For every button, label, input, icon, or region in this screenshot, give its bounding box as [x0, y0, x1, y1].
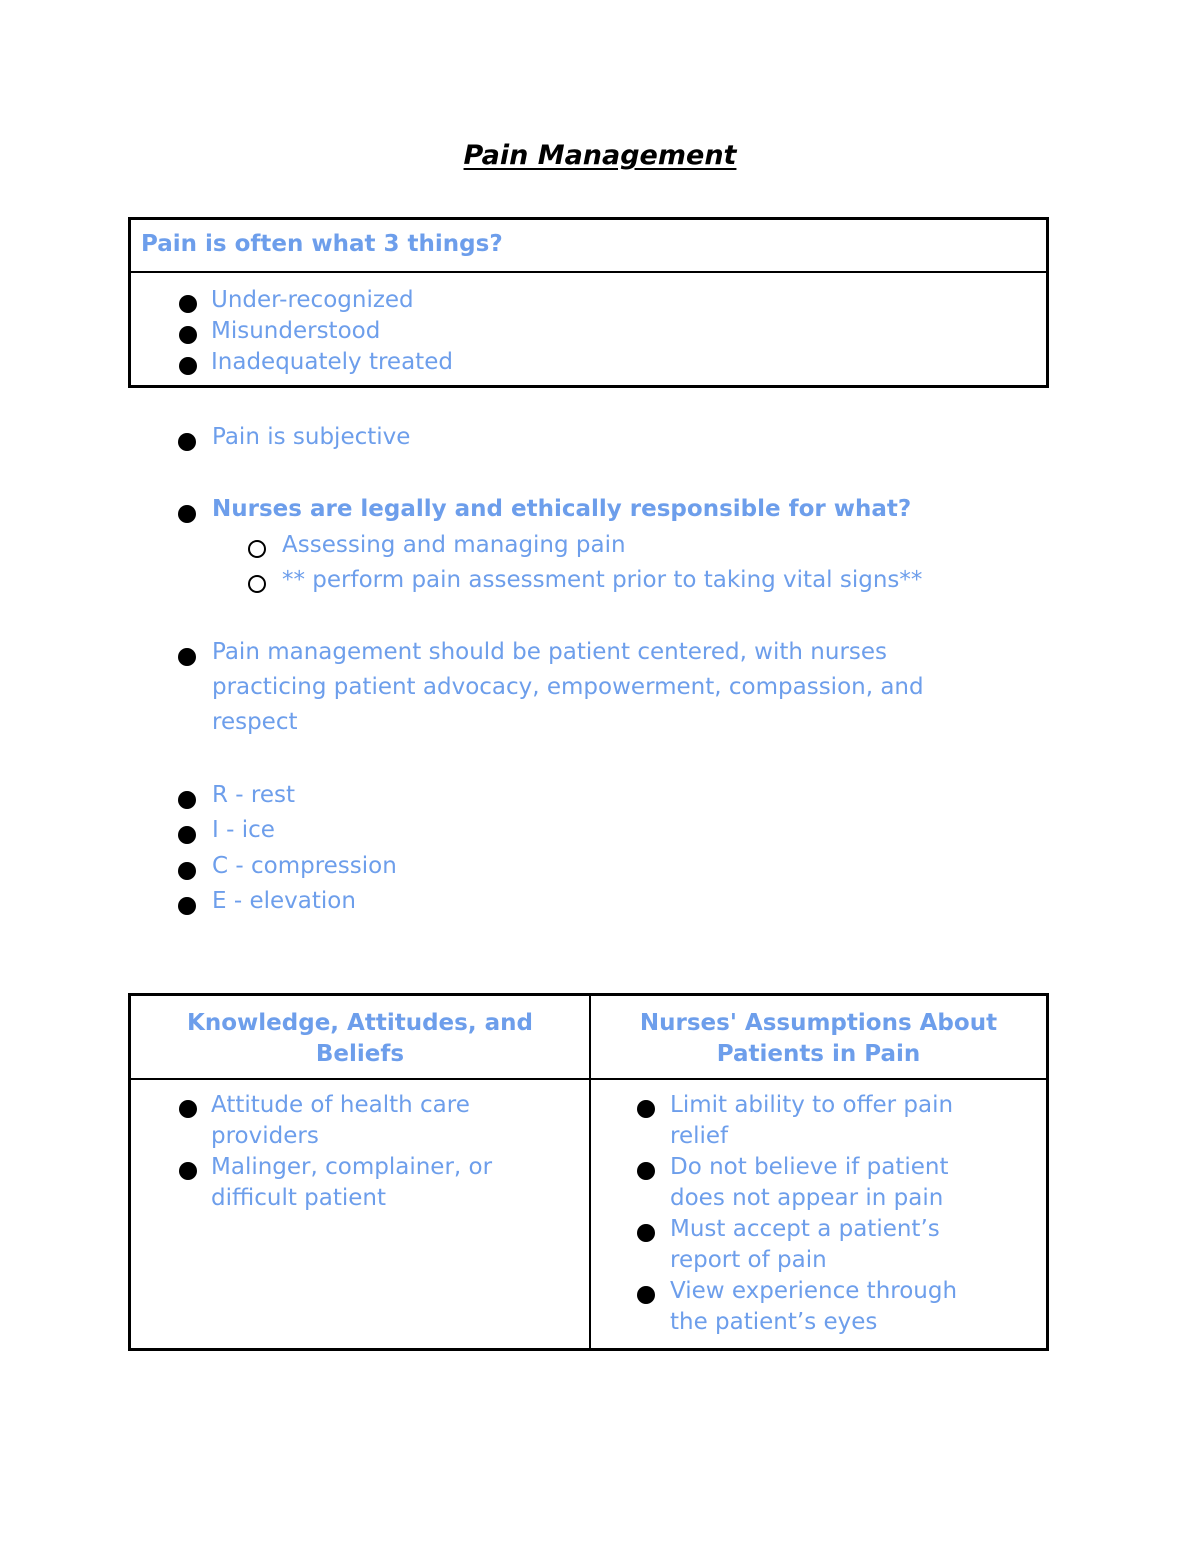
- question-box-header: Pain is often what 3 things?: [131, 220, 1046, 273]
- bullet-icon: [179, 1162, 197, 1180]
- bullet-icon: [637, 1162, 655, 1180]
- row-divider: [131, 1078, 1046, 1080]
- rice-text: C - compression: [212, 853, 397, 879]
- rice-item: [0, 888, 1100, 920]
- rice-item: [0, 853, 1100, 885]
- bullet-icon: [179, 326, 197, 344]
- bullet-icon: [637, 1100, 655, 1118]
- sub-bullet-item: [0, 532, 1100, 564]
- list-item-text: Misunderstood: [211, 318, 381, 344]
- bullet-nurses-question: [0, 496, 1100, 528]
- bullet-patient-centered: [0, 639, 1100, 749]
- list-item: [131, 349, 1011, 380]
- list-item-text: Inadequately treated: [211, 349, 453, 375]
- bullet-text-line: practicing patient advocacy, empowerment, compassion, and: [212, 674, 924, 700]
- table-cell-item: [591, 1278, 1041, 1340]
- bullet-icon: [178, 648, 196, 666]
- sub-bullet-text: Assessing and managing pain: [282, 532, 626, 558]
- table-cell-item: [591, 1216, 1041, 1278]
- bullet-text: Pain is subjective: [212, 424, 411, 450]
- rice-text: I - ice: [212, 817, 275, 843]
- hollow-circle-icon: [248, 575, 266, 593]
- table-cell-item: [131, 1154, 581, 1216]
- bullet-icon: [178, 505, 196, 523]
- cell-text-line: the patient’s eyes: [670, 1309, 878, 1335]
- rice-item: [0, 817, 1100, 849]
- cell-text-line: does not appear in pain: [670, 1185, 944, 1211]
- bullet-icon: [178, 897, 196, 915]
- table-cell-item: [591, 1154, 1041, 1216]
- cell-text-line: providers: [211, 1123, 319, 1149]
- page-title: Pain Management: [463, 140, 737, 171]
- cell-text-line: difficult patient: [211, 1185, 387, 1211]
- rice-text: E - elevation: [212, 888, 356, 914]
- table-header-left: Knowledge, Attitudes, and Beliefs: [187, 1010, 533, 1067]
- bullet-icon: [179, 295, 197, 313]
- table-cell-item: [591, 1092, 1041, 1154]
- bullet-icon: [178, 826, 196, 844]
- cell-text-line: Do not believe if patient: [670, 1154, 949, 1180]
- bullet-icon: [637, 1224, 655, 1242]
- bullet-icon: [179, 357, 197, 375]
- bullet-subjective: [0, 424, 1100, 456]
- table-header-right: Nurses' Assumptions About Patients in Pain: [639, 1010, 998, 1067]
- rice-text: R - rest: [212, 782, 296, 808]
- question-box-list: [131, 273, 1046, 385]
- bullet-text: Nurses are legally and ethically responsible for what?: [212, 496, 912, 522]
- table-cell-item: [131, 1092, 581, 1154]
- hollow-circle-icon: [248, 540, 266, 558]
- cell-text-line: relief: [670, 1123, 729, 1149]
- bullet-text-line: respect: [212, 709, 298, 735]
- bullet-icon: [178, 433, 196, 451]
- cell-text-line: Limit ability to offer pain: [670, 1092, 954, 1118]
- cell-text-line: report of pain: [670, 1247, 827, 1273]
- bullet-text-line: Pain management should be patient centered, with nurses: [212, 639, 888, 665]
- list-item-text: Under-recognized: [211, 287, 414, 313]
- cell-text-line: Must accept a patient’s: [670, 1216, 940, 1242]
- bullet-icon: [178, 862, 196, 880]
- cell-text-line: Malinger, complainer, or: [211, 1154, 493, 1180]
- assumptions-table: [128, 993, 1049, 1351]
- question-box: [128, 217, 1049, 388]
- bullet-icon: [179, 1100, 197, 1118]
- list-item: [131, 287, 1011, 318]
- sub-bullet-item: [0, 567, 1100, 599]
- cell-text-line: View experience through: [670, 1278, 958, 1304]
- cell-text-line: Attitude of health care: [211, 1092, 470, 1118]
- bullet-icon: [637, 1286, 655, 1304]
- rice-item: [0, 782, 1100, 814]
- sub-bullet-text: ** perform pain assessment prior to taking vital signs**: [282, 567, 923, 593]
- bullet-icon: [178, 791, 196, 809]
- list-item: [131, 318, 1011, 349]
